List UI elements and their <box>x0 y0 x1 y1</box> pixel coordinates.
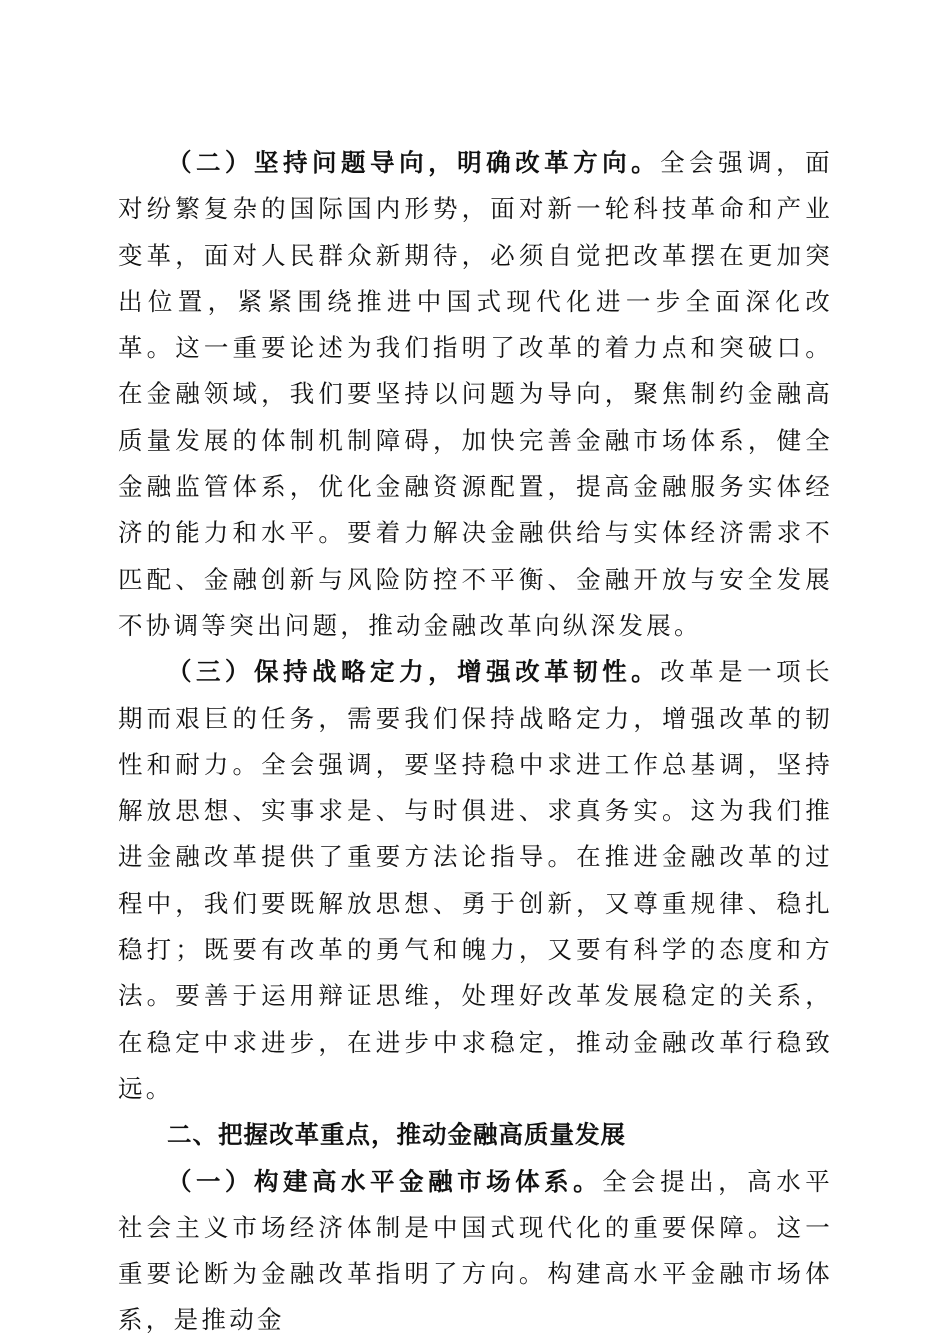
paragraph-2 <box>118 140 833 649</box>
paragraph-3 <box>118 649 833 1112</box>
paragraph-text: 全会强调，面对纷繁复杂的国际国内形势，面对新一轮科技革命和产业变革，面对人民群众新期待，必须自觉把改革摆在更加突出位置，紧紧围绕推进中国式现代化进一步全面深化改革。这一重要论述为我们指明了改革的着力点和突破口。在金融领域，我们要坚持以问题为导向，聚焦制约金融高质量发展的体制机制障碍，加快完善金融市场体系，健全金融监管体系，优化金融资源配置，提高金融服务实体经济的能力和水平。要着力解决金融供给与实体经济需求不匹配、金融创新与风险防控不平衡、金融开放与安全发展不协调等突出问题，推动金融改革向纵深发展。 <box>118 148 833 640</box>
section-heading: 二、把握改革重点，推动金融高质量发展 <box>167 1120 626 1150</box>
paragraph-lead: （二）坚持问题导向，明确改革方向。 <box>167 148 661 177</box>
paragraph-text: 改革是一项长期而艰巨的任务，需要我们保持战略定力，增强改革的韧性和耐力。全会强调，要坚持稳中求进工作总基调，坚持解放思想、实事求是、与时俱进、求真务实。这为我们推进金融改革提供了重要方法论指导。在推进金融改革的过程中，我们要既解放思想、勇于创新，又尊重规律、稳扎稳打；既要有改革的勇气和魄力，又要有科学的态度和方法。要善于运用辩证思维，处理好改革发展稳定的关系，在稳定中求进步，在进步中求稳定，推动金融改革行稳致远。 <box>118 657 833 1103</box>
paragraph-section-2-1 <box>118 1159 833 1344</box>
paragraph-text: 全会提出，高水平社会主义市场经济体制是中国式现代化的重要保障。这一重要论断为金融改革指明了方向。构建高水平金融市场体系，是推动金 <box>118 1166 834 1335</box>
document-body <box>118 140 833 1344</box>
paragraph-lead: （一）构建高水平金融市场体系。 <box>167 1166 603 1196</box>
paragraph-lead: （三）保持战略定力，增强改革韧性。 <box>167 657 661 687</box>
